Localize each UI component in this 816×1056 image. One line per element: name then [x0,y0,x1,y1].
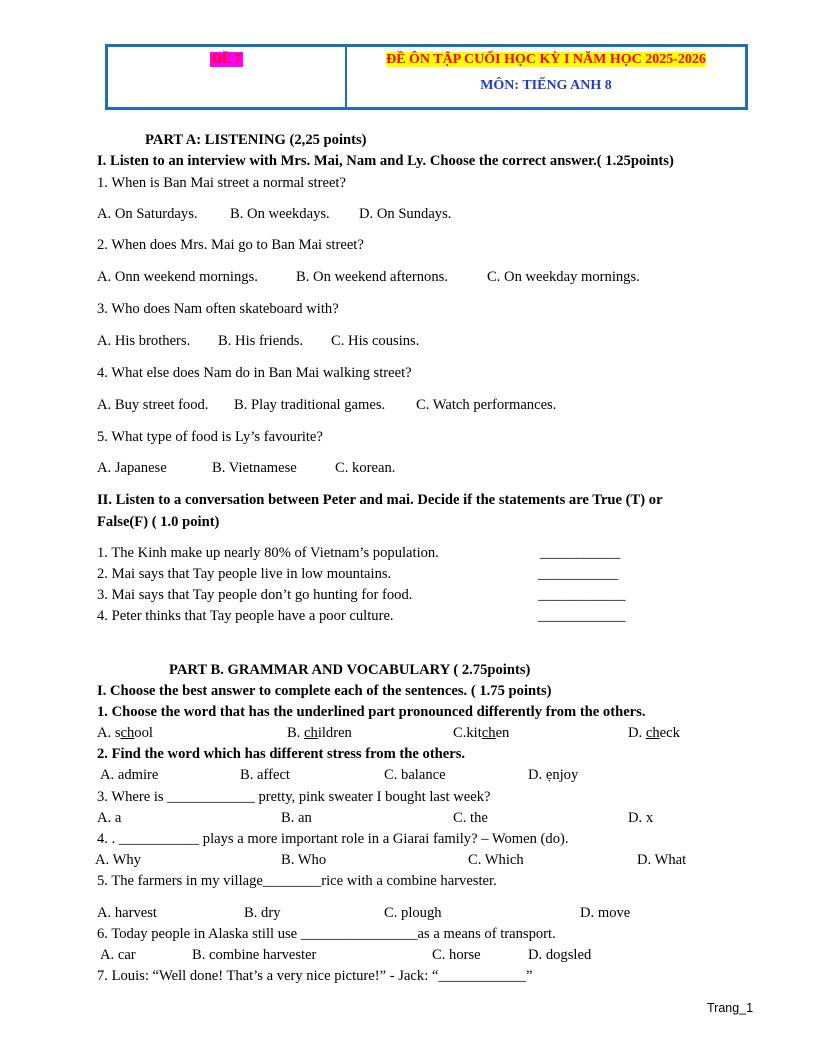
question-1: 1. When is Ban Mai street a normal street? [97,175,346,191]
part-b-question-6: 6. Today people in Alaska still use ________________as a means of transport. [97,926,556,942]
q1-option-a: A. On Saturdays. [97,206,198,222]
header-right-cell [347,47,745,107]
question-4: 4. What else does Nam do in Ban Mai walking street? [97,365,412,381]
pb-q1-option-a: A. school [97,725,153,741]
pb-q5-option-d: D. move [580,905,631,921]
exam-number: ĐỀ 7 [211,52,242,67]
statement-3-blank: ____________ [538,587,626,603]
pb-q6-option-c: C. horse [432,947,481,963]
pb-q5-option-a: A. harvest [97,905,157,921]
pb-q2-option-a: A. admire [100,767,159,783]
q2-option-a: A. Onn weekend mornings. [97,269,258,285]
q3-option-c: C. His cousins. [331,333,420,349]
part-a-section-2-line-2: False(F) ( 1.0 point) [97,514,220,530]
q4-option-a: A. Buy street food. [97,397,209,413]
pb-q4-option-d: D. What [637,852,687,868]
q2-option-b: B. On weekend afternons. [296,269,448,285]
pb-q3-option-b: B. an [281,810,312,826]
pb-q1-option-b: B. children [287,725,352,741]
pb-q2-option-c: C. balance [384,767,446,783]
part-b-question-7: 7. Louis: “Well done! That’s a very nice picture!” - Jack: “____________” [97,968,533,984]
pb-q3-option-d: D. x [628,810,654,826]
pb-q4-option-c: C. Which [468,852,524,868]
pb-q6-option-d: D. dogsled [528,947,592,963]
statement-2-blank: ___________ [538,566,619,582]
pb-q4-option-b: B. Who [281,852,327,868]
part-a-section-2-line-1: II. Listen to a conversation between Peter and mai. Decide if the statements are True (T) or [97,492,663,508]
pb-q6-option-b: B. combine harvester [192,947,317,963]
q3-option-b: B. His friends. [218,333,304,349]
pb-q2-option-d: D. ẹnjoy [528,767,579,783]
q2-option-c: C. On weekday mornings. [487,269,640,285]
statement-1-blank: ___________ [540,545,621,561]
part-b-heading: PART B. GRAMMAR AND VOCABULARY ( 2.75points) [169,662,531,678]
question-2: 2. When does Mrs. Mai go to Ban Mai street? [97,237,364,253]
part-b-question-1: 1. Choose the word that has the underlined part pronounced differently from the others. [97,704,646,720]
part-a-heading: PART A: LISTENING (2,25 points) [145,132,367,148]
pb-q5-option-c: C. plough [384,905,442,921]
q5-option-a: A. Japanese [97,460,167,476]
exam-title: ĐỀ ÔN TẬP CUỐI HỌC KỲ I NĂM HỌC 2025-2026 [386,52,706,67]
statement-2: 2. Mai says that Tay people live in low mountains. [97,566,392,582]
question-5: 5. What type of food is Ly’s favourite? [97,429,323,445]
pb-q2-option-b: B. affect [240,767,290,783]
pb-q4-option-a: A. Why [95,852,141,868]
q5-option-c: C. korean. [335,460,396,476]
part-b-question-4: 4. . ___________ plays a more important role in a Giarai family? – Women (do). [97,831,569,847]
pb-q1-option-d: D. check [628,725,680,741]
part-b-section-1: I. Choose the best answer to complete each of the sentences. ( 1.75 points) [97,683,552,699]
q3-option-a: A. His brothers. [97,333,191,349]
pb-q5-option-b: B. dry [244,905,281,921]
pb-q6-option-a: A. car [100,947,136,963]
statement-4: 4. Peter thinks that Tay people have a poor culture. [97,608,394,624]
part-b-question-2: 2. Find the word which has different stress from the others. [97,746,466,762]
pb-q3-option-a: A. a [97,810,122,826]
pb-q3-option-c: C. the [453,810,488,826]
statement-3: 3. Mai says that Tay people don’t go hunting for food. [97,587,413,603]
part-b-question-5: 5. The farmers in my village________rice with a combine harvester. [97,873,497,889]
q4-option-c: C. Watch performances. [416,397,557,413]
q5-option-b: B. Vietnamese [212,460,297,476]
header-table [105,44,748,110]
q4-option-b: B. Play traditional games. [234,397,386,413]
header-left-cell [108,47,347,107]
statement-4-blank: ____________ [538,608,626,624]
part-b-question-3: 3. Where is ____________ pretty, pink sweater I bought last week? [97,789,491,805]
question-3: 3. Who does Nam often skateboard with? [97,301,339,317]
exam-subject: MÔN: TIẾNG ANH 8 [480,78,612,93]
page-footer: Trang_1 [707,1001,754,1015]
pb-q1-option-c: C.kitchen [453,725,510,741]
q1-option-d: D. On Sundays. [359,206,452,222]
statement-1: 1. The Kinh make up nearly 80% of Vietnam’s population. [97,545,439,561]
part-a-section-1: I. Listen to an interview with Mrs. Mai, Nam and Ly. Choose the correct answer.( 1.25points) [97,153,674,169]
q1-option-b: B. On weekdays. [230,206,330,222]
